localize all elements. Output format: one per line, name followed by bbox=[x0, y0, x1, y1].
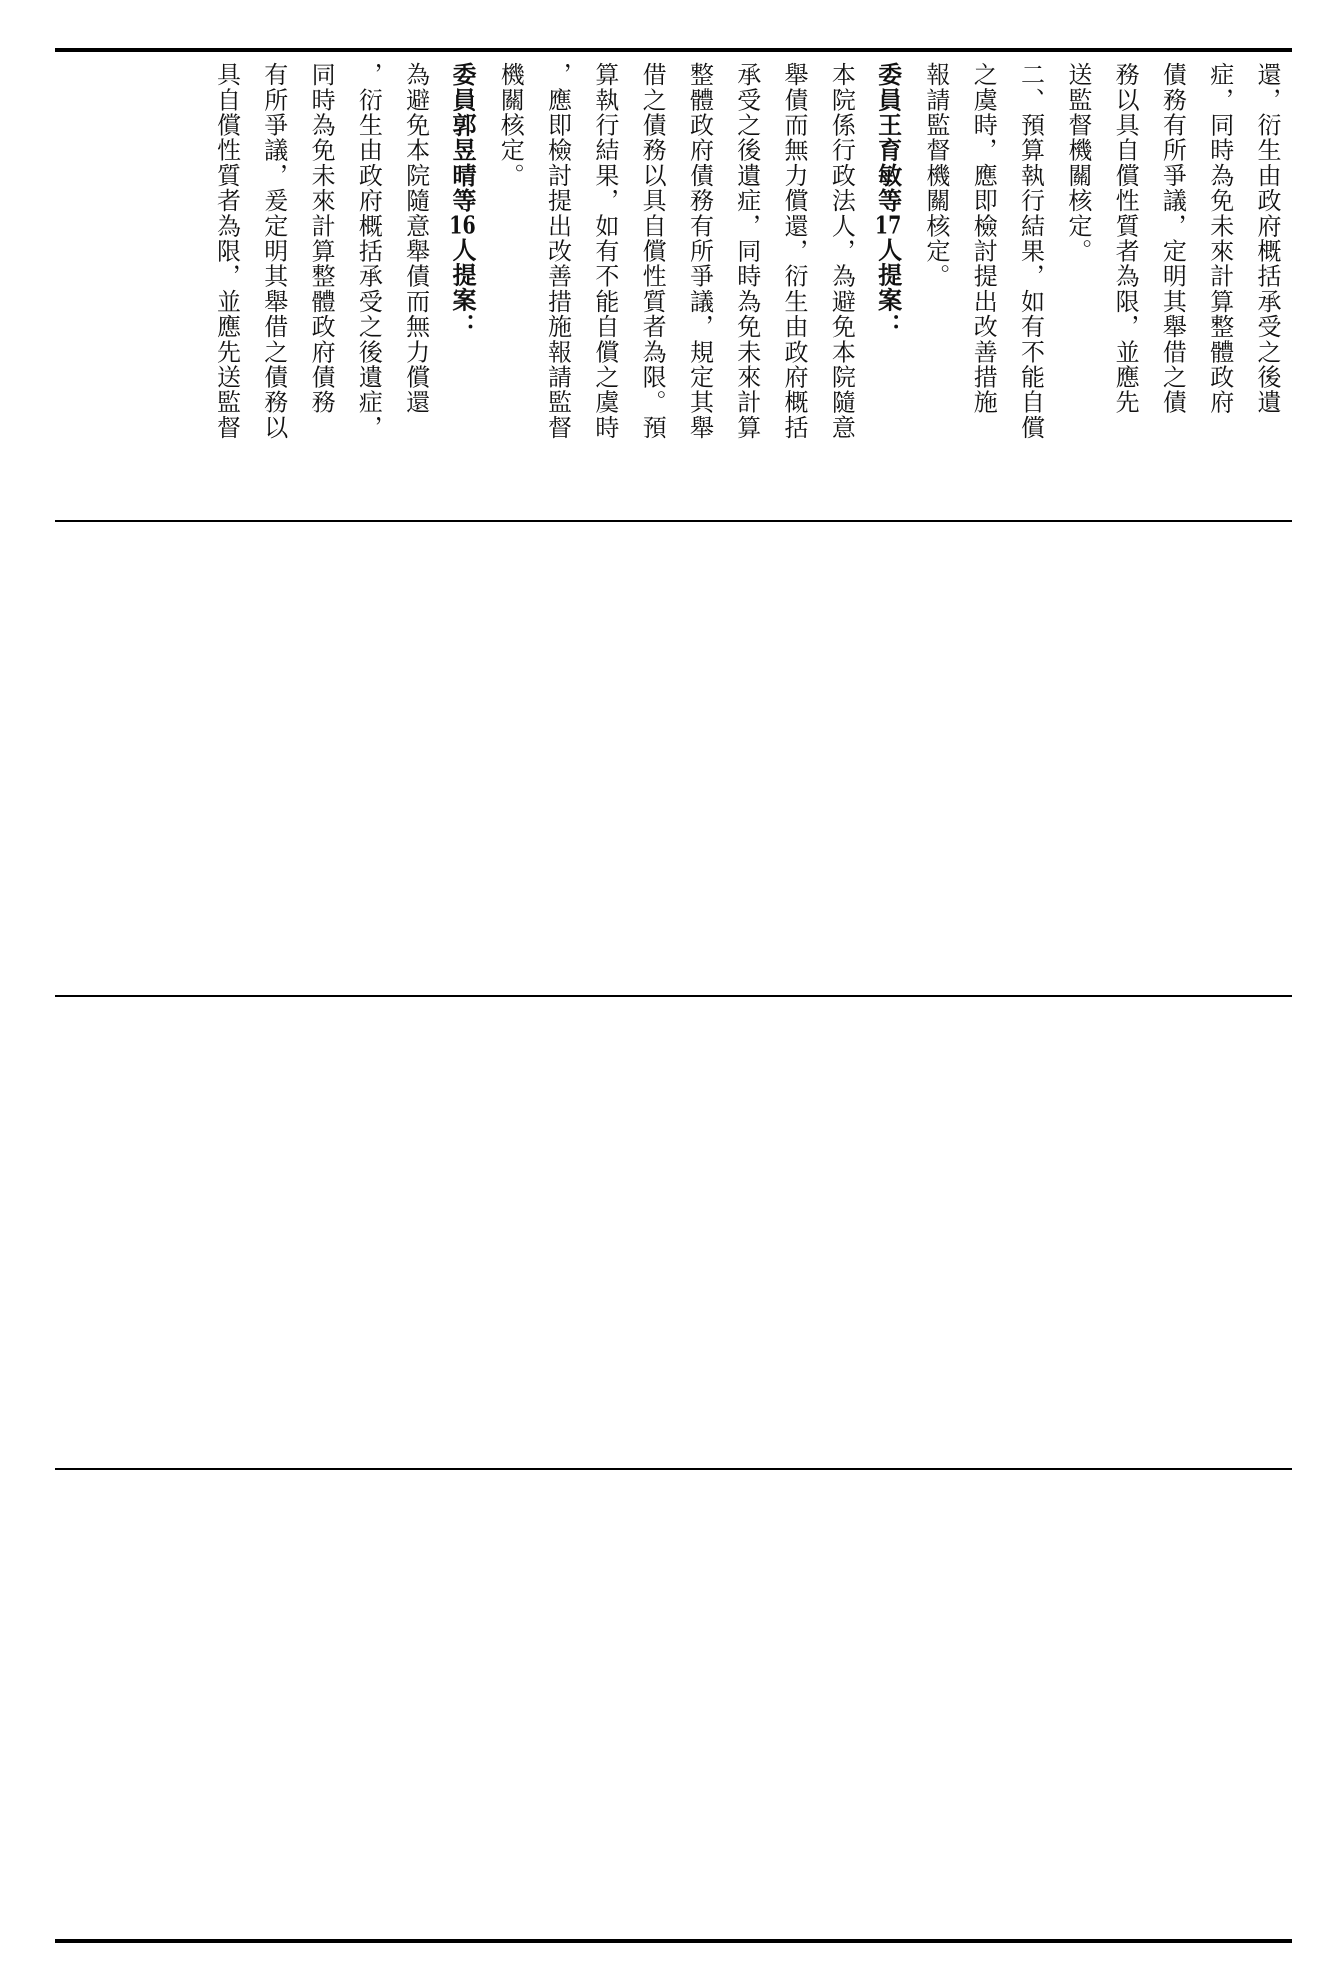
text-line: 為避免本院隨意舉債而無力償還 bbox=[401, 62, 430, 415]
text-line: 送監督機關核定。 bbox=[1063, 62, 1092, 264]
section-divider bbox=[55, 520, 1292, 522]
text-line: 還，衍生由政府概括承受之後遺 bbox=[1253, 62, 1281, 415]
text-line: 具自償性質者為限，並應先送監督 bbox=[212, 62, 241, 440]
section-divider bbox=[55, 1468, 1292, 1470]
section-divider bbox=[55, 995, 1292, 997]
text-line: 算執行結果，如有不能自償之虞時 bbox=[590, 62, 619, 440]
proposal-count: 17 bbox=[874, 213, 902, 238]
vertical-text-column bbox=[202, 62, 1290, 514]
text-line: 同時為免未來計算整體政府債務 bbox=[307, 62, 336, 415]
text-line: ，衍生由政府概括承受之後遺症， bbox=[354, 62, 383, 440]
text-line: 報請監督機關核定。 bbox=[921, 62, 950, 289]
bottom-rule bbox=[55, 1939, 1292, 1943]
text-line: 承受之後遺症，同時為免未來計算 bbox=[732, 62, 761, 440]
top-rule bbox=[55, 48, 1292, 52]
text-line: 本院係行政法人，為避免本院隨意 bbox=[827, 62, 856, 440]
text-line: 有所爭議，爰定明其舉借之債務以 bbox=[259, 62, 288, 440]
text-line: 症，同時為免未來計算整體政府 bbox=[1205, 62, 1234, 415]
proposal-suffix: 人提案： bbox=[873, 237, 903, 339]
text-line: 機關核定。 bbox=[496, 62, 525, 188]
proposal-count: 16 bbox=[449, 213, 476, 238]
text-line: 借之債務以具自償性質者為限。預 bbox=[638, 62, 667, 440]
text-line: 之虞時，應即檢討提出改善措施 bbox=[969, 62, 998, 415]
text-line: 債務有所爭議，定明其舉借之債 bbox=[1158, 62, 1187, 415]
text-block-top bbox=[60, 62, 1290, 514]
text-line: 務以具自償性質者為限，並應先 bbox=[1111, 62, 1140, 415]
proposal-heading-wang bbox=[864, 62, 911, 514]
proposal-suffix: 人提案： bbox=[447, 237, 477, 339]
text-line: 整體政府債務有所爭議，規定其舉 bbox=[685, 62, 714, 440]
text-line: 二、預算執行結果，如有不能自償 bbox=[1016, 62, 1045, 440]
proposal-heading-kuo bbox=[439, 62, 486, 514]
proposal-name: 委員郭昱晴等 bbox=[447, 62, 477, 214]
text-line: 舉債而無力償還，衍生由政府概括 bbox=[780, 62, 809, 440]
proposal-name: 委員王育敏等 bbox=[873, 62, 903, 214]
text-line: ，應即檢討提出改善措施報請監督 bbox=[543, 62, 572, 440]
